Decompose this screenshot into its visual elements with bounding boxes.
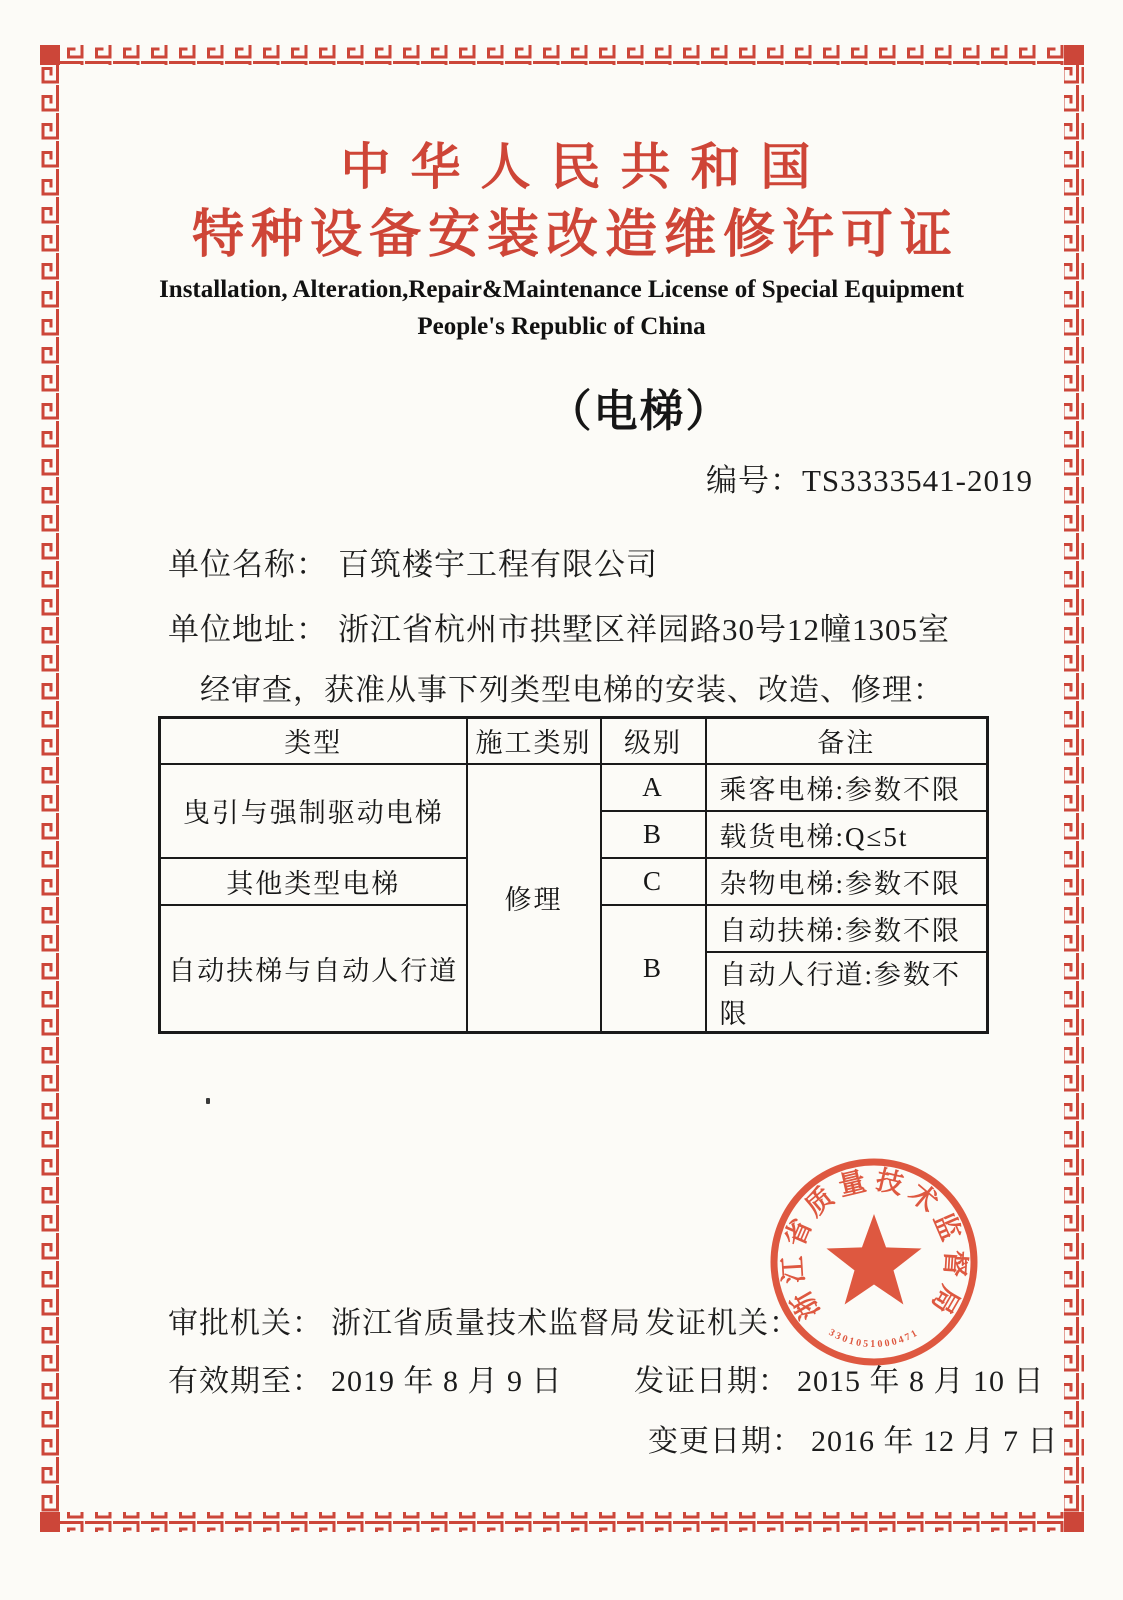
change-date-label: 变更日期： (648, 1425, 803, 1458)
company-address-line (168, 611, 950, 649)
valid-until-line (168, 1364, 563, 1400)
seal-star-icon (826, 1214, 921, 1304)
table-row (160, 764, 988, 811)
col-header-construction-category: 施工类别 (467, 718, 601, 764)
col-header-level: 级别 (601, 718, 706, 764)
change-date-line (648, 1424, 1059, 1460)
seal-arc-text: 浙江省质量技术监督局 (777, 1164, 971, 1325)
cell-type-other: 其他类型电梯 (160, 858, 467, 905)
company-name-label: 单位名称： (168, 547, 328, 582)
cell-construction-category: 修理 (467, 764, 601, 1033)
valid-until-label: 有效期至： (168, 1365, 323, 1398)
cell-level-b1: B (601, 811, 706, 858)
title-cn-country: 中华人民共和国 (340, 139, 831, 195)
cell-remark-escalator: 自动扶梯:参数不限 (706, 905, 988, 952)
cell-remark-moving-walk: 自动人行道:参数不限 (706, 952, 988, 1033)
scope-intro-line: 经审查，获准从事下列类型电梯的安装、改造、修理： (200, 674, 944, 707)
license-scope-table (158, 716, 989, 1034)
company-name-line (168, 546, 658, 584)
cell-remark-freight: 载货电梯:Q≤5t (706, 811, 988, 858)
issuing-authority-label: 发证机关： (645, 1307, 800, 1340)
approval-authority-value: 浙江省质量技术监督局 (331, 1307, 641, 1340)
cell-level-b2: B (601, 905, 706, 1033)
license-number-label: 编号： (706, 463, 802, 498)
cell-level-a: A (601, 764, 706, 811)
approval-authority-label: 审批机关： (168, 1307, 323, 1340)
col-header-remark: 备注 (706, 718, 988, 764)
issue-date-value: 2015 年 8 月 10 日 (797, 1365, 1045, 1398)
title-en-license: Installation, Alteration,Repair&Maintenance License of Special Equipment (159, 276, 964, 303)
valid-until-value: 2019 年 8 月 9 日 (331, 1365, 563, 1398)
cell-remark-passenger: 乘客电梯:参数不限 (706, 764, 988, 811)
cell-level-c: C (601, 858, 706, 905)
title-cn-license: 特种设备安装改造维修许可证 (191, 206, 959, 264)
issue-date-label: 发证日期： (634, 1365, 789, 1398)
license-number-line (706, 463, 1033, 499)
scan-speck (206, 1098, 210, 1104)
company-address-label: 单位地址： (168, 612, 328, 647)
change-date-value: 2016 年 12 月 7 日 (811, 1425, 1059, 1458)
equipment-category: （电梯） (547, 387, 732, 436)
col-header-type: 类型 (160, 718, 467, 764)
title-en-country: People's Republic of China (417, 313, 706, 340)
approval-authority-line (168, 1306, 641, 1342)
table-header-row (160, 718, 988, 764)
seal-serial-text: 3301051000471 (826, 1327, 922, 1351)
license-number-value: TS3333541-2019 (802, 463, 1033, 498)
cell-remark-dumbwaiter: 杂物电梯:参数不限 (706, 858, 988, 905)
company-name-value: 百筑楼宇工程有限公司 (338, 547, 658, 582)
cell-type-escalator: 自动扶梯与自动人行道 (160, 905, 467, 1033)
company-address-value: 浙江省杭州市拱墅区祥园路30号12幢1305室 (338, 612, 950, 647)
cell-type-traction: 曳引与强制驱动电梯 (160, 764, 467, 858)
official-seal-stamp (758, 1146, 990, 1378)
